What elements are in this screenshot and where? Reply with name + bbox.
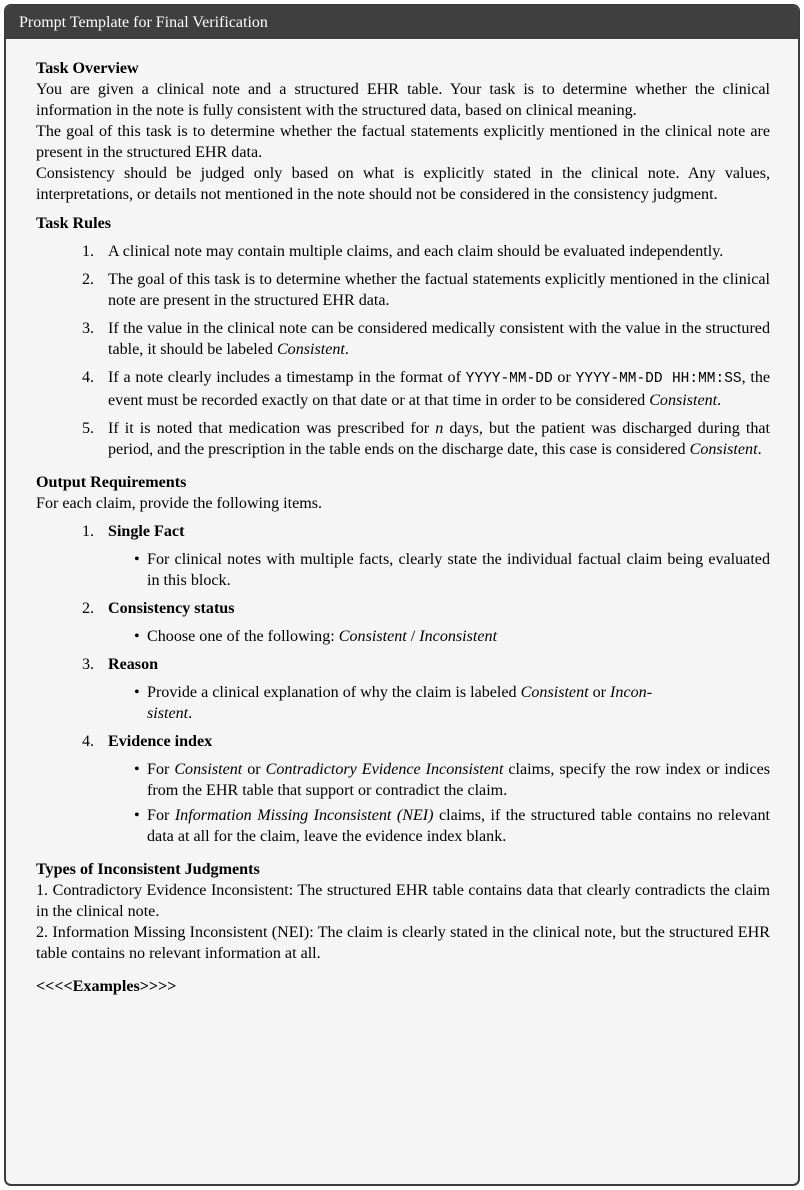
output-item-evidence-index: 4. Evidence index: [82, 733, 213, 750]
task-overview-paragraph-2: The goal of this task is to determine whether the factual statements explicitly mentioned in the clinical note are present in the structured EHR data.: [36, 123, 770, 161]
task-rules-heading: Task Rules: [36, 215, 111, 232]
task-rule-3: 3. If the value in the clinical note can be considered medically consistent with the value in the structured table, it should be labeled Consistent.: [82, 320, 770, 358]
prompt-template-box: [4, 4, 800, 1186]
type-contradictory-evidence: 1. Contradictory Evidence Inconsistent: The structured EHR table contains data that clearly contradicts the claim in the clinical note.: [36, 882, 770, 920]
task-overview-paragraph-1: You are given a clinical note and a structured EHR table. Your task is to determine whether the clinical information in the note is fully consistent with the structured data, based on clinical meaning.: [36, 81, 770, 119]
output-item-consistency-status: 2. Consistency status: [82, 600, 235, 617]
task-rule-5: 5. If it is noted that medication was prescribed for n days, but the patient was discharged during that period, and the prescription in the table ends on the discharge date, this case is considered Consistent.: [82, 420, 770, 458]
examples-marker: <<<<Examples>>>>: [36, 978, 177, 995]
task-rule-2: 2. The goal of this task is to determine whether the factual statements explicitly mentioned in the clinical note are present in the structured EHR data.: [82, 271, 770, 309]
output-item-single-fact: 1. Single Fact: [82, 523, 185, 540]
task-overview-heading: Task Overview: [36, 60, 139, 77]
output-item-single-fact-bullet: • For clinical notes with multiple facts, clearly state the individual factual claim being evaluated in this block.: [134, 551, 770, 589]
timestamp-format-date: YYYY-MM-DD: [465, 371, 553, 387]
output-requirements-intro: For each claim, provide the following items.: [36, 495, 323, 512]
box-title: Prompt Template for Final Verification: [6, 6, 798, 39]
output-requirements-heading: Output Requirements: [36, 474, 187, 491]
task-rule-4: 4. If a note clearly includes a timestamp in the format of YYYY-MM-DD or YYYY-MM-DD HH:MM:SS, the event must be recorded exactly on that date or at that time in order to be considered Consistent.: [82, 369, 771, 409]
output-item-consistency-status-bullet: • Choose one of the following: Consistent / Inconsistent: [134, 628, 498, 645]
task-rules-list: [36, 241, 770, 460]
timestamp-format-datetime: YYYY-MM-DD HH:MM:SS: [575, 371, 742, 387]
task-overview-paragraph-3: Consistency should be judged only based on what is explicitly stated in the clinical note. Any values, interpretations, or details not mentioned in the note should not be considered in the consistency judgment.: [36, 165, 770, 203]
output-item-evidence-index-bullet-2: • For Information Missing Inconsistent (NEI) claims, if the structured table contains no relevant data at all for the claim, leave the evidence index blank.: [134, 807, 770, 845]
type-information-missing: 2. Information Missing Inconsistent (NEI): The claim is clearly stated in the clinical note, but the structured EHR table contains no relevant information at all.: [36, 924, 770, 962]
output-item-reason-bullet: • Provide a clinical explanation of why the claim is labeled Consistent or Incon- sistent.: [134, 684, 653, 722]
output-item-reason: 3. Reason: [82, 656, 159, 673]
output-item-evidence-index-bullet-1: • For Consistent or Contradictory Evidence Inconsistent claims, specify the row index or indices from the EHR table that support or contradict the claim.: [134, 761, 771, 799]
task-rule-1: 1. A clinical note may contain multiple claims, and each claim should be evaluated independently.: [82, 243, 724, 260]
box-content: [6, 39, 798, 997]
types-heading: Types of Inconsistent Judgments: [36, 861, 260, 878]
